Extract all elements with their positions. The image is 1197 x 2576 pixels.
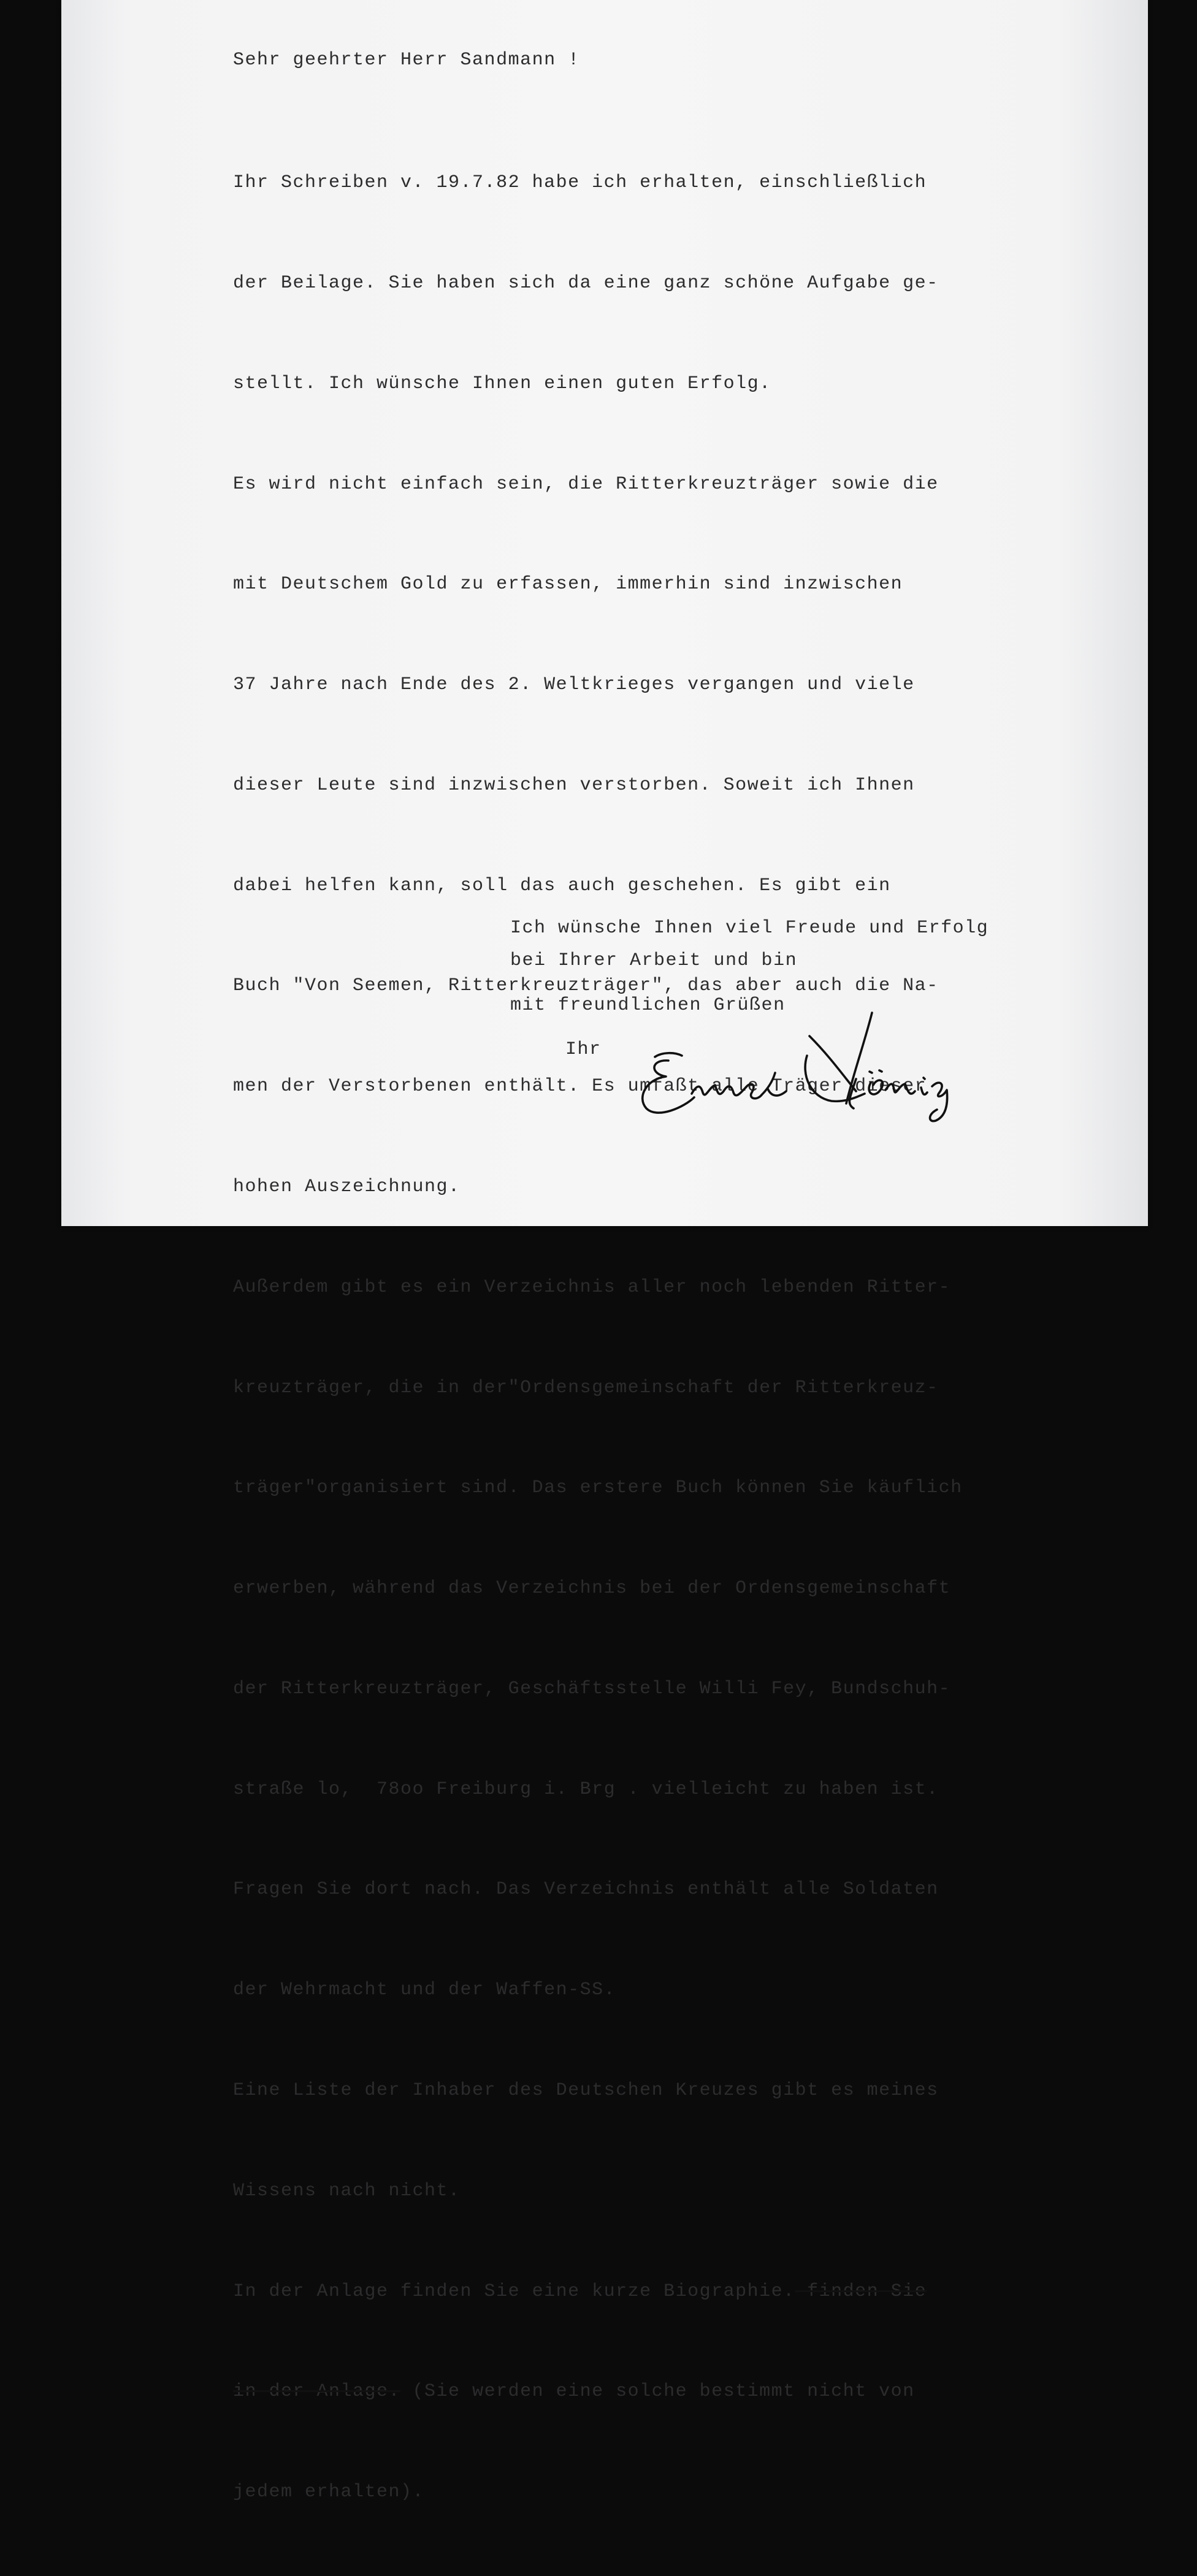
closing-line: Ich wünsche Ihnen viel Freude und Erfolg [510,918,989,939]
body-line: Außerdem gibt es ein Verzeichnis aller noch lebenden Ritter- [233,1276,951,1298]
body-line: mit Deutschem Gold zu erfassen, immerhin sind inzwischen [233,574,903,595]
body-line: der Beilage. Sie haben sich da eine ganz schöne Aufgabe ge- [233,272,939,294]
anlage-line [233,2275,963,2309]
body-line: hohen Auszeichnung. [233,1176,461,1197]
anlage-line [233,2375,963,2409]
salutation: Sehr geehrter Herr Sandmann ! [233,50,580,70]
body-line: der Ritterkreuzträger, Geschäftsstelle Willi Fey, Bundschuh- [233,1678,951,1699]
body-line: erwerben, während das Verzeichnis bei der Ordensgemeinschaft [233,1578,951,1599]
closing-line: bei Ihrer Arbeit und bin [510,950,798,971]
body-line: dieser Leute sind inzwischen verstorben. Soweit ich Ihnen [233,774,915,796]
closing-line: Ihr [565,1039,602,1060]
body-line: träger"organisiert sind. Das erstere Buch können Sie käuflich [233,1477,963,1499]
body-line: kreuzträger, die in der"Ordensgemeinschaft der Ritterkreuz- [233,1377,939,1398]
closing-line: mit freundlichen Grüßen [510,995,786,1016]
body-line: men der Verstorbenen enthält. Es umfaßt alle Träger dieser [233,1076,927,1097]
body-line: dabei helfen kann, soll das auch geschehen. Es gibt ein [233,875,891,896]
anlage-text: (Sie werden eine solche bestimmt nicht von [400,2381,915,2403]
body-line: Eine Liste der Inhaber des Deutschen Kreuzes gibt es meines [233,2080,939,2102]
body-line: straße lo, 78oo Freiburg i. Brg . vielleicht zu haben ist. [233,1778,939,1800]
anlage-line: jedem erhalten). [233,2482,425,2503]
struck-text: in der Anlage. [233,2381,401,2403]
body-line: Wissens nach nicht. [233,2180,461,2201]
body-line: stellt. Ich wünsche Ihnen einen guten Erfolg. [233,373,771,394]
struck-text: finden Sie [795,2281,927,2302]
body-line: Fragen Sie dort nach. Das Verzeichnis enthält alle Soldaten [233,1879,939,1900]
anlage-text: In der Anlage finden Sie eine kurze Biographie. [233,2281,795,2302]
handwritten-signature [625,1012,993,1125]
body-line: Buch "Von Seemen, Ritterkreuzträger", das aber auch die Na- [233,975,939,997]
letter-body [233,99,963,2576]
body-line: Ihr Schreiben v. 19.7.82 habe ich erhalten, einschließlich [233,172,927,194]
body-line: Es wird nicht einfach sein, die Ritterkreuzträger sowie die [233,473,939,495]
body-line: 37 Jahre nach Ende des 2. Weltkrieges vergangen und viele [233,674,915,696]
body-line: der Wehrmacht und der Waffen-SS. [233,1980,616,2001]
